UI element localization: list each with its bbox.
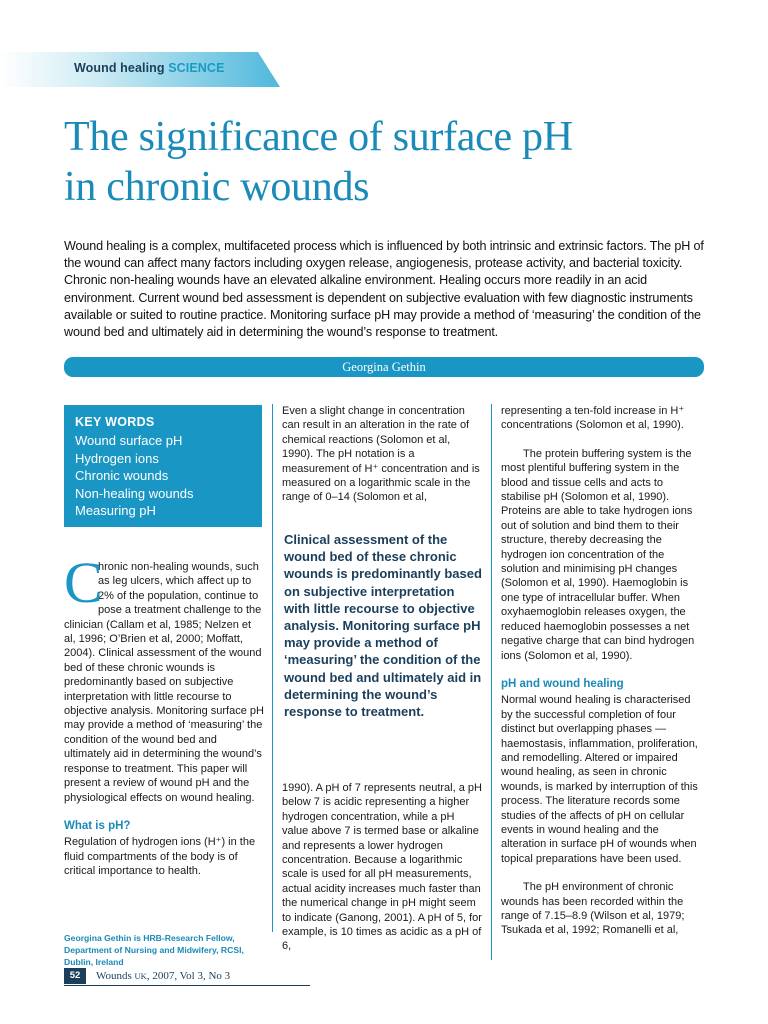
subheading-ph-wound-healing: pH and wound healing (501, 677, 624, 690)
paragraph: 1990). A pH of 7 represents neutral, a pH below 7 is acidic representing a higher hydrogen concentration, while a pH value above 7 is termed base or alkaline and represents a lower hydrogen concentration. Because a logarithmic scale is used for all pH measurements, actual acidity increases much faster than the numerical change in pH might seem to indicate (Ganong, 2001). A pH of 5, for example, is 10 times as acidic as a pH of 6, (282, 782, 482, 953)
paragraph: The protein buffering system is the most plentiful buffering system in the blood and tissue cells and acts to stabilise pH (Solomon et al, 1990). Proteins are able to take hydrogen ions out of solution and bind them to their structure, thereby decreasing the hydrogen ion concentration of the solution and minimising pH changes (Solomon et al, 1990). Haemoglobin is one type of intracellular buffer. When oxyhaemoglobin releases oxygen, the reduced haemoglobin possesses a net negative charge that can bind hydrogen ions (Solomon et al, 1990). (501, 447, 695, 662)
column-2 (282, 404, 482, 505)
journal-issue: , 2007, Vol 3, No 3 (146, 970, 231, 982)
column-3 (501, 404, 701, 938)
subheading-what-is-ph: What is pH? (64, 819, 131, 832)
keyword-item: Chronic wounds (75, 468, 169, 484)
pull-quote: Clinical assessment of the wound bed of these chronic wounds is predominantly based on subjective interpretation with little recourse to objective analysis. Monitoring surface pH may provide a method of ‘measuring’ the condition of the wound bed and ultimately aid in determining the wound’s response to treatment. (284, 532, 482, 720)
journal-citation (96, 968, 230, 984)
title-line-2: in chronic wounds (64, 164, 370, 210)
abstract: Wound healing is a complex, multifaceted process which is influenced by both intrinsic and extrinsic factors. The pH of the wound can affect many factors including oxygen release, angiogenesis, protease activity, and bacterial toxicity. Chronic non-healing wounds have an elevated alkaline environment. Healing occurs more readily in an acid environment. Current wound bed assessment is dependent on subjective evaluation with few diagnostic instruments available or suited to routine practice. Monitoring surface pH may provide a method of ‘measuring’ the condition of the wound bed and ultimately aid in determining the wound’s response to treatment. (64, 239, 704, 340)
paragraph: Regulation of hydrogen ions (H⁺) in the fluid compartments of the body is of critical importance to health. (64, 836, 256, 878)
footer-rule (64, 985, 310, 986)
column-rule-right (491, 404, 492, 960)
column-rule-left (272, 404, 273, 932)
paragraph: Normal wound healing is characterised by the successful completion of four distinct but overlapping phases —haemostasis, inflammation, proliferation, and remodelling. Altered or impaired wound healing, as seen in chronic wounds, is marked by interruption of this process. The literature records some studies of the affects of pH on cellular events in wound healing and the alteration in surface pH of wounds when topical preparations have been used. (501, 694, 698, 865)
keywords-box (64, 405, 262, 527)
section-category: SCIENCE (168, 61, 225, 75)
drop-cap: C (64, 550, 103, 615)
author-affiliation: Georgina Gethin is HRB-Research Fellow, Department of Nursing and Midwifery, RCSI, Dublin, Ireland (64, 933, 244, 967)
section-name: Wound healing (74, 61, 165, 75)
intro-paragraph (64, 550, 264, 805)
keywords-heading: KEY WORDS (75, 415, 155, 429)
paragraph: representing a ten-fold increase in H⁺ concentrations (Solomon et al, 1990). (501, 405, 685, 432)
page-footer (64, 968, 324, 986)
title-line-1: The significance of surface pH (64, 114, 573, 160)
section-label (74, 61, 225, 75)
column-1 (64, 550, 264, 879)
column-2-lower (282, 781, 482, 954)
journal-region: UK (134, 971, 147, 981)
keyword-item: Wound surface pH (75, 433, 183, 448)
paragraph: Even a slight change in concentration can result in an alteration in the rate of chemical reactions (Solomon et al, 1990). The pH notation is a measurement of H⁺ concentration and is measured on a logarithmic scale in the range of 0–14 (Solomon et al, (282, 405, 480, 504)
journal-name: Wounds (96, 970, 132, 982)
article-title (64, 112, 744, 212)
keyword-item: Non-healing wounds (75, 485, 194, 501)
keyword-item: Measuring pH (75, 503, 156, 519)
author-name: Georgina Gethin (342, 360, 426, 374)
keyword-item: Hydrogen ions (75, 450, 159, 466)
author-bar (64, 357, 704, 377)
paragraph: The pH environment of chronic wounds has been recorded within the range of 7.15–8.9 (Wilson et al, 1979; Tsukada et al, 1992; Romanelli et al, (501, 881, 685, 937)
intro-body: hronic non-healing wounds, such as leg ulcers, which affect up to 2% of the population, continue to pose a treatment challenge to the clinician (Callam et al, 1985; Nelzen et al, 1996; O’Brien et al, 2000; Moffatt, 2004). Clinical assessment of the wound bed of these chronic wounds is predominantly based on subjective interpretation with little recourse to objective analysis. Monitoring surface pH may provide a method of ‘measuring’ the condition of the wound bed and ultimately aid in determining the wound’s response to treatment. This paper will present a review of wound pH and the physiological effects on wound healing. (64, 561, 264, 804)
page-number: 52 (64, 968, 86, 984)
